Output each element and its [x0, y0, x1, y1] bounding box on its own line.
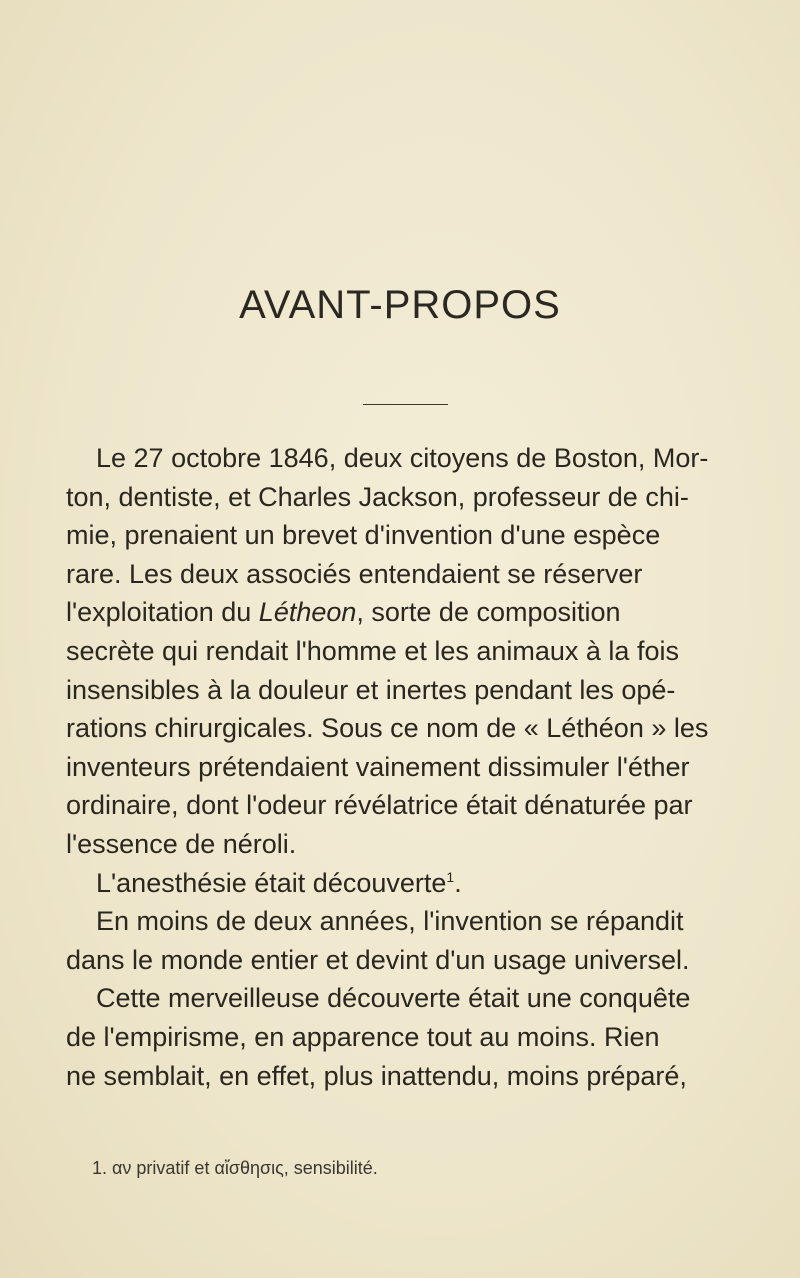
text-line: [66, 864, 706, 903]
text-segment: , sorte de composition: [356, 597, 621, 628]
text-line: de l'empirisme, en apparence tout au moins. Rien: [66, 1021, 660, 1052]
text-segment: .: [454, 867, 462, 898]
text-line: rations chirurgicales. Sous ce nom de « Léthéon » les: [66, 713, 709, 744]
footnote-marker: 1: [446, 868, 455, 885]
text-line: En moins de deux années, l'invention se répandit: [96, 906, 684, 937]
footnote: 1. αν privatif et αἴσθησις, sensibilité.: [92, 1158, 378, 1178]
text-line: mie, prenaient un brevet d'invention d'une espèce: [66, 520, 661, 551]
italic-term: Létheon: [258, 597, 357, 628]
text-line: insensibles à la douleur et inertes pendant les opé-: [66, 674, 676, 705]
text-line: inventeurs prétendaient vainement dissimuler l'éther: [66, 751, 690, 782]
text-line: ton, dentiste, et Charles Jackson, professeur de chi-: [66, 481, 689, 512]
text-line: Cette merveilleuse découverte était une conquête: [96, 983, 691, 1014]
body-text: [66, 439, 709, 1095]
text-line: ne semblait, en effet, plus inattendu, moins préparé,: [66, 1060, 687, 1091]
text-line: ordinaire, dont l'odeur révélatrice était dénaturée par: [66, 790, 693, 821]
text-segment: L'anesthésie était découverte: [96, 867, 447, 898]
text-line: rare. Les deux associés entendaient se réserver: [66, 558, 643, 589]
text-line: [66, 593, 706, 632]
page-title: AVANT-PROPOS: [239, 283, 561, 327]
title-divider: [363, 404, 448, 405]
text-line: dans le monde entier et devint d'un usage universel.: [66, 944, 690, 975]
text-line: l'essence de néroli.: [66, 828, 297, 859]
text-segment: l'exploitation du: [66, 597, 259, 628]
text-line: Le 27 octobre 1846, deux citoyens de Boston, Mor-: [96, 443, 709, 473]
text-line: secrète qui rendait l'homme et les animaux à la fois: [66, 635, 679, 666]
